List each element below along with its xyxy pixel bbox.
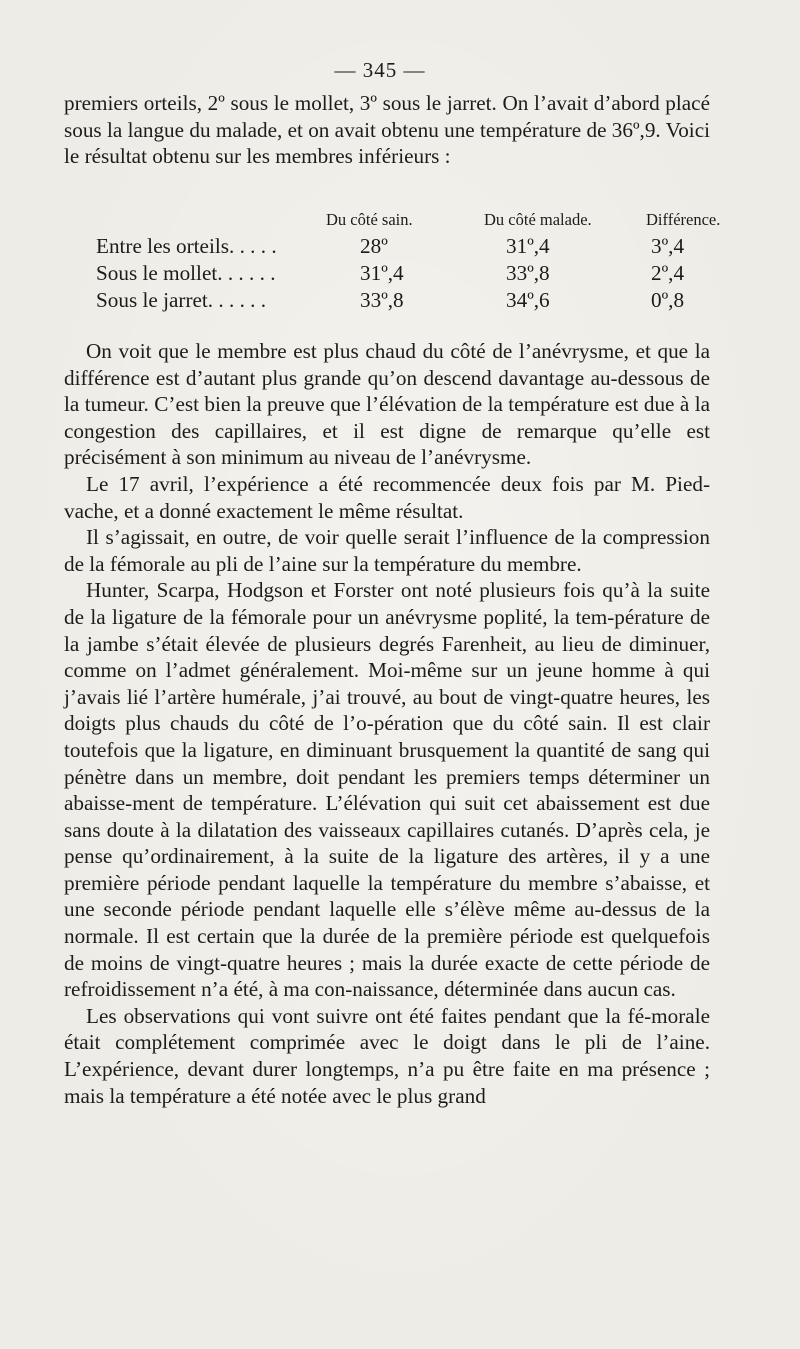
table-row: [96, 234, 736, 261]
temperature-table: [96, 210, 736, 315]
cell-sain: 33º,8: [360, 288, 404, 312]
table-header: [96, 210, 736, 234]
paragraph-17-avril: Le 17 avril, l’expérience a été recommencée deux fois par M. Pied-vache, et a donné exactement le même résultat.: [64, 471, 710, 523]
page-number: — 345 —: [334, 58, 426, 82]
paragraph-observations: Les observations qui vont suivre ont été faites pendant que la fé-morale était complétement comprimée avec le doigt dans le pli de l’aine. L’expérience, devant durer longtemps, n’a pu être faite en ma présence ; mais la température a été notée avec le plus grand: [64, 1003, 710, 1108]
table-row: [96, 288, 736, 315]
cell-difference: 2º,4: [651, 261, 685, 285]
cell-difference: 0º,8: [651, 288, 685, 312]
row-label: Sous le jarret. . . . . .: [96, 288, 267, 312]
header-cote-sain: Du côté sain.: [326, 210, 413, 229]
intro-paragraph: premiers orteils, 2º sous le mollet, 3º sous le jarret. On l’avait d’abord placé sous la langue du malade, et on avait obtenu une température de 36º,9. Voici le résultat obtenu sur les membres inférieurs :: [64, 91, 710, 169]
paragraph-compression: Il s’agissait, en outre, de voir quelle serait l’influence de la compression de la fémorale au pli de l’aine sur la température du membre.: [64, 525, 710, 576]
cell-malade: 34º,6: [506, 288, 550, 312]
cell-sain: 28º: [360, 234, 388, 258]
body-text: [64, 338, 710, 1109]
cell-malade: 33º,8: [506, 261, 550, 285]
row-label: Sous le mollet. . . . . .: [96, 261, 276, 285]
header-difference: Différence.: [646, 210, 721, 229]
paragraph-hunter: Hunter, Scarpa, Hodgson et Forster ont noté plusieurs fois qu’à la suite de la ligature de la fémorale pour un anévrysme poplité, la tem-pérature de la jambe s’était élevée de plusieurs degrés Farenheit, au lieu de diminuer, comme on l’admet généralement. Moi-même sur un jeune homme à qui j’avais lié l’artère humérale, j’ai trouvé, au bout de vingt-quatre heures, les doigts plus chauds du côté de l’o-pération que du côté sain. Il est clair toutefois que la ligature, en diminuant brusquement la quantité de sang qui pénètre dans un membre, doit pendant les premiers temps déterminer un abaisse-ment de température. L’élévation qui suit cet abaissement est due sans doute à la dilatation des vaisseaux capillaires cutanés. D’après cela, je pense qu’ordinairement, à la suite de la ligature des artères, il y a une première période pendant laquelle la température du membre s’abaisse, et une seconde période pendant laquelle elle s’élève même au-dessus de la normale. Il est certain que la durée de la première période est quelquefois de moins de vingt-quatre heures ; mais la durée exacte de cette période de refroidissement n’a été, à ma con-naissance, déterminée dans aucun cas.: [64, 578, 710, 1002]
paragraph-anevrysme: On voit que le membre est plus chaud du côté de l’anévrysme, et que la différence est d’autant plus grande qu’on descend davantage au-dessous de la tumeur. C’est bien la preuve que l’élévation de la température est due à la congestion des capillaires, et il est digne de remarque qu’elle est précisément à son minimum au niveau de l’anévrysme.: [64, 339, 710, 470]
row-label: Entre les orteils. . . . .: [96, 234, 277, 258]
table-row: [96, 261, 736, 288]
cell-malade: 31º,4: [506, 234, 550, 258]
cell-difference: 3º,4: [651, 234, 685, 258]
header-cote-malade: Du côté malade.: [484, 210, 592, 229]
cell-sain: 31º,4: [360, 261, 404, 285]
intro-block: [64, 90, 710, 170]
